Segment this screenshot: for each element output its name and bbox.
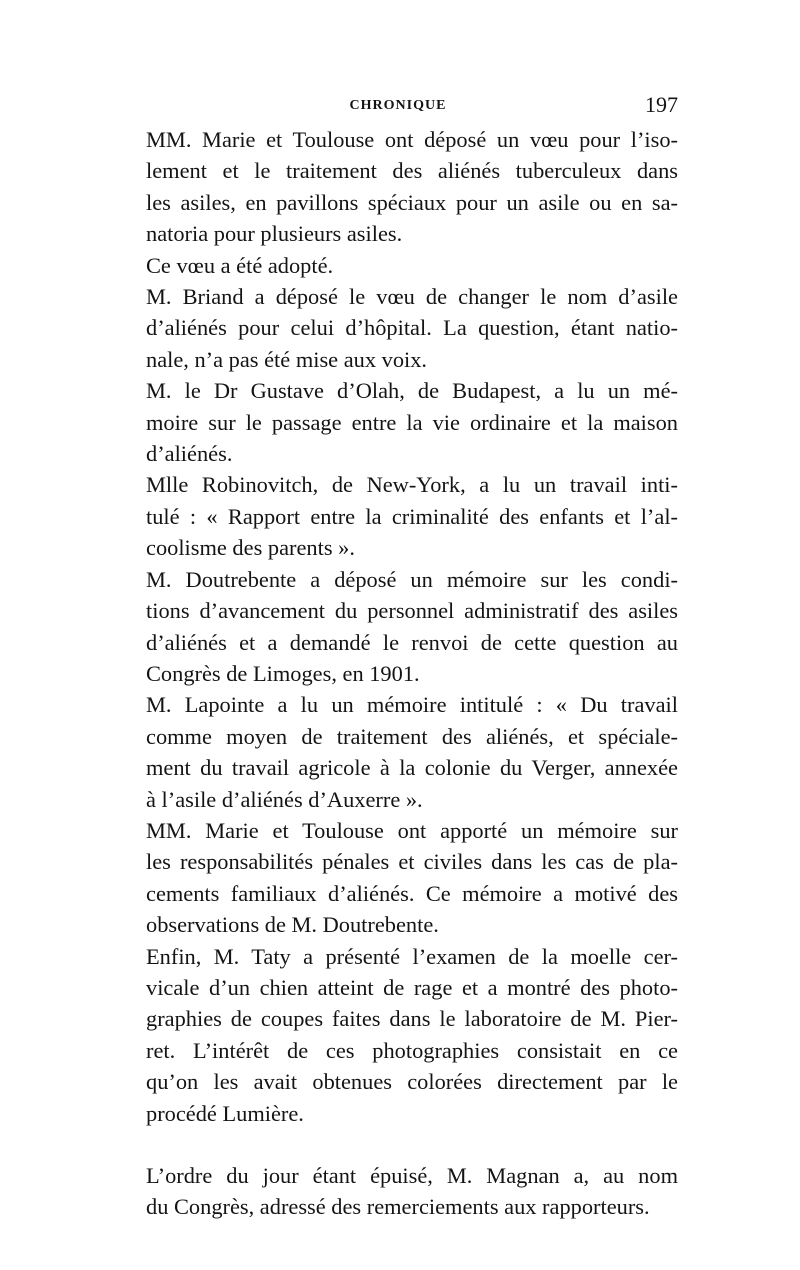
text-line: Enfin, M. Taty a présenté l’examen de la moelle cer-: [146, 943, 678, 969]
text-line: Congrès de Limoges, en 1901.: [146, 660, 420, 686]
text-line: moire sur le passage entre la vie ordinaire et la maison: [146, 409, 678, 435]
text-line: à l’asile d’aliénés d’Auxerre ».: [146, 786, 423, 812]
text-line: Ce vœu a été adopté.: [146, 252, 334, 278]
text-line: M. le Dr Gustave d’Olah, de Budapest, a lu un mé-: [146, 378, 678, 404]
text-line: ment du travail agricole à la colonie du Verger, annexée: [146, 755, 678, 781]
page-number: 197: [645, 92, 678, 117]
text-line: qu’on les avait obtenues colorées directement par le: [146, 1069, 678, 1095]
text-line: coolisme des parents ».: [146, 535, 355, 561]
text-line: M. Lapointe a lu un mémoire intitulé : « Du travail: [146, 692, 678, 718]
text-line: du Congrès, adressé des remerciements aux rapporteurs.: [146, 1194, 650, 1220]
running-title: CHRONIQUE: [349, 98, 447, 113]
text-line: MM. Marie et Toulouse ont apporté un mémoire sur: [146, 817, 678, 843]
text-line: d’aliénés et a demandé le renvoi de cette question au: [146, 629, 678, 655]
text-line: nale, n’a pas été mise aux voix.: [146, 346, 428, 372]
text-line: M. Doutrebente a déposé un mémoire sur les condi-: [146, 566, 678, 592]
text-line: les asiles, en pavillons spéciaux pour un asile ou en sa-: [146, 189, 678, 215]
text-line: vicale d’un chien atteint de rage et a montré des photo-: [146, 974, 678, 1000]
text-line: d’aliénés pour celui d’hôpital. La question, étant natio-: [146, 315, 678, 341]
paragraph-taty: [118, 941, 678, 1129]
text-line: L’ordre du jour étant épuisé, M. Magnan a, au nom: [146, 1163, 678, 1188]
paragraph-robinovitch: [118, 469, 678, 563]
running-head: [118, 94, 678, 118]
text-line: graphies de coupes faites dans le laboratoire de M. Pier-: [146, 1006, 678, 1032]
text-line: natoria pour plusieurs asiles.: [146, 221, 403, 247]
text-line: Mlle Robinovitch, de New-York, a lu un travail inti-: [146, 472, 678, 498]
paragraph-doutrebente: [118, 564, 678, 690]
text-line: MM. Marie et Toulouse ont déposé un vœu pour l’iso-: [146, 127, 678, 152]
paragraph-briand: [118, 281, 678, 375]
paragraph-voeu-adopte: [118, 250, 678, 281]
paragraph-voeu-isolement: [118, 124, 678, 250]
paragraph-closing: [118, 1160, 678, 1223]
text-line: d’aliénés.: [146, 441, 233, 467]
text-line: les responsabilités pénales et civiles dans les cas de pla-: [146, 849, 678, 875]
paragraph-olah: [118, 375, 678, 469]
text-line: tions d’avancement du personnel administratif des asiles: [146, 598, 678, 624]
text-line: tulé : « Rapport entre la criminalité des enfants et l’al-: [146, 503, 678, 529]
text-line: comme moyen de traitement des aliénés, et spéciale-: [146, 723, 678, 749]
paragraph-lapointe: [118, 689, 678, 815]
text-line: M. Briand a déposé le vœu de changer le nom d’asile: [146, 284, 678, 310]
text-line: ret. L’intérêt de ces photographies consistait en ce: [146, 1037, 678, 1063]
text-line: lement et le traitement des aliénés tuberculeux dans: [146, 158, 678, 184]
body-text: [118, 124, 678, 1223]
paragraph-responsabilites: [118, 815, 678, 941]
text-line: observations de M. Doutrebente.: [146, 912, 439, 938]
text-line: procédé Lumière.: [146, 1100, 304, 1126]
text-line: cements familiaux d’aliénés. Ce mémoire a motivé des: [146, 880, 678, 906]
